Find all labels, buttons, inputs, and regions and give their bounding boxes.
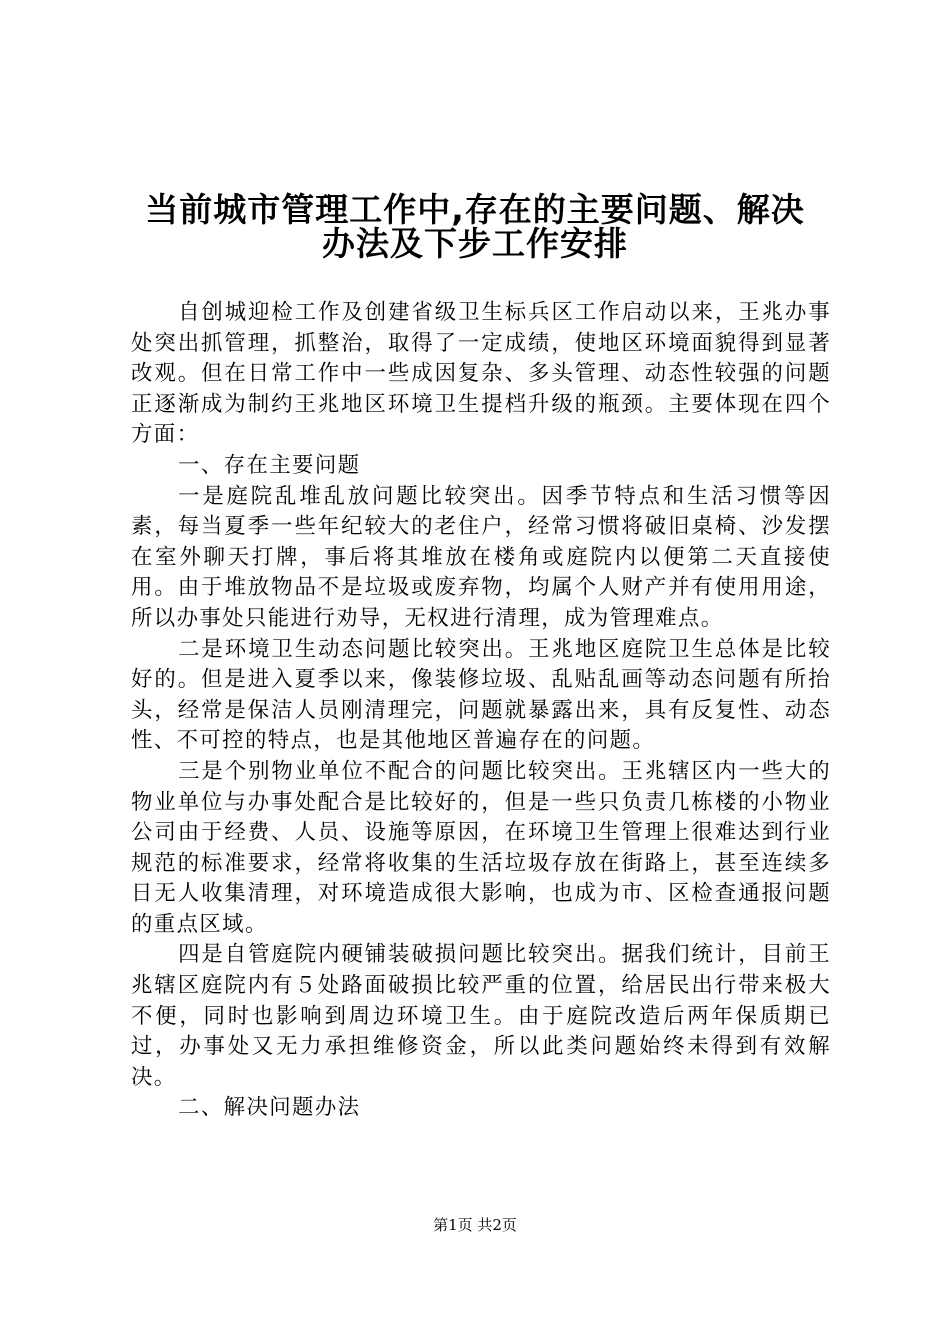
section-heading-solutions: 二、解决问题办法 bbox=[178, 1095, 361, 1121]
paragraph-intro: 自创城迎检工作及创建省级卫生标兵区工作启动以来，王兆办事处突出抓管理，抓整治，取得了一定成绩，使地区环境面貌得到显著改观。但在日常工作中一些成因复杂、多头管理、动态性较强的问题正逐渐成为制约王兆地区环境卫生提档升级的瓶颈。主要体现在四个方面： bbox=[131, 300, 831, 448]
page-total: 共2页 bbox=[477, 1216, 517, 1234]
page-number: 第1页 bbox=[433, 1216, 473, 1234]
section-heading-problems: 一、存在主要问题 bbox=[178, 452, 361, 478]
paragraph-problem-3: 三是个别物业单位不配合的问题比较突出。王兆辖区内一些大的物业单位与办事处配合是比较好的，但是一些只负责几栋楼的小物业公司由于经费、人员、设施等原因，在环境卫生管理上很难达到行业规范的标准要求，经常将收集的生活垃圾存放在街路上，甚至连续多日无人收集清理，对环境造成很大影响，也成为市、区检查通报问题的重点区域。 bbox=[131, 758, 831, 937]
paragraph-problem-1: 一是庭院乱堆乱放问题比较突出。因季节特点和生活习惯等因素，每当夏季一些年纪较大的老住户，经常习惯将破旧桌椅、沙发摆在室外聊天打牌，事后将其堆放在楼角或庭院内以便第二天直接使用。由于堆放物品不是垃圾或废弃物，均属个人财产并有使用用途，所以办事处只能进行劝导，无权进行清理，成为管理难点。 bbox=[131, 483, 831, 631]
document-title-line1: 当前城市管理工作中,存在的主要问题、解决 bbox=[145, 190, 805, 229]
page-footer bbox=[0, 1215, 950, 1235]
paragraph-problem-4: 四是自管庭院内硬铺装破损问题比较突出。据我们统计，目前王兆辖区庭院内有５处路面破损比较严重的位置，给居民出行带来极大不便，同时也影响到周边环境卫生。由于庭院改造后两年保质期已过，办事处又无力承担维修资金，所以此类问题始终未得到有效解决。 bbox=[131, 942, 831, 1090]
document-body bbox=[131, 298, 831, 1124]
document-title-line2: 办法及下步工作安排 bbox=[322, 224, 628, 263]
paragraph-problem-2: 二是环境卫生动态问题比较突出。王兆地区庭院卫生总体是比较好的。但是进入夏季以来，像装修垃圾、乱贴乱画等动态问题有所抬头，经常是保洁人员刚清理完，问题就暴露出来，具有反复性、动态性、不可控的特点，也是其他地区普遍存在的问题。 bbox=[131, 636, 831, 754]
